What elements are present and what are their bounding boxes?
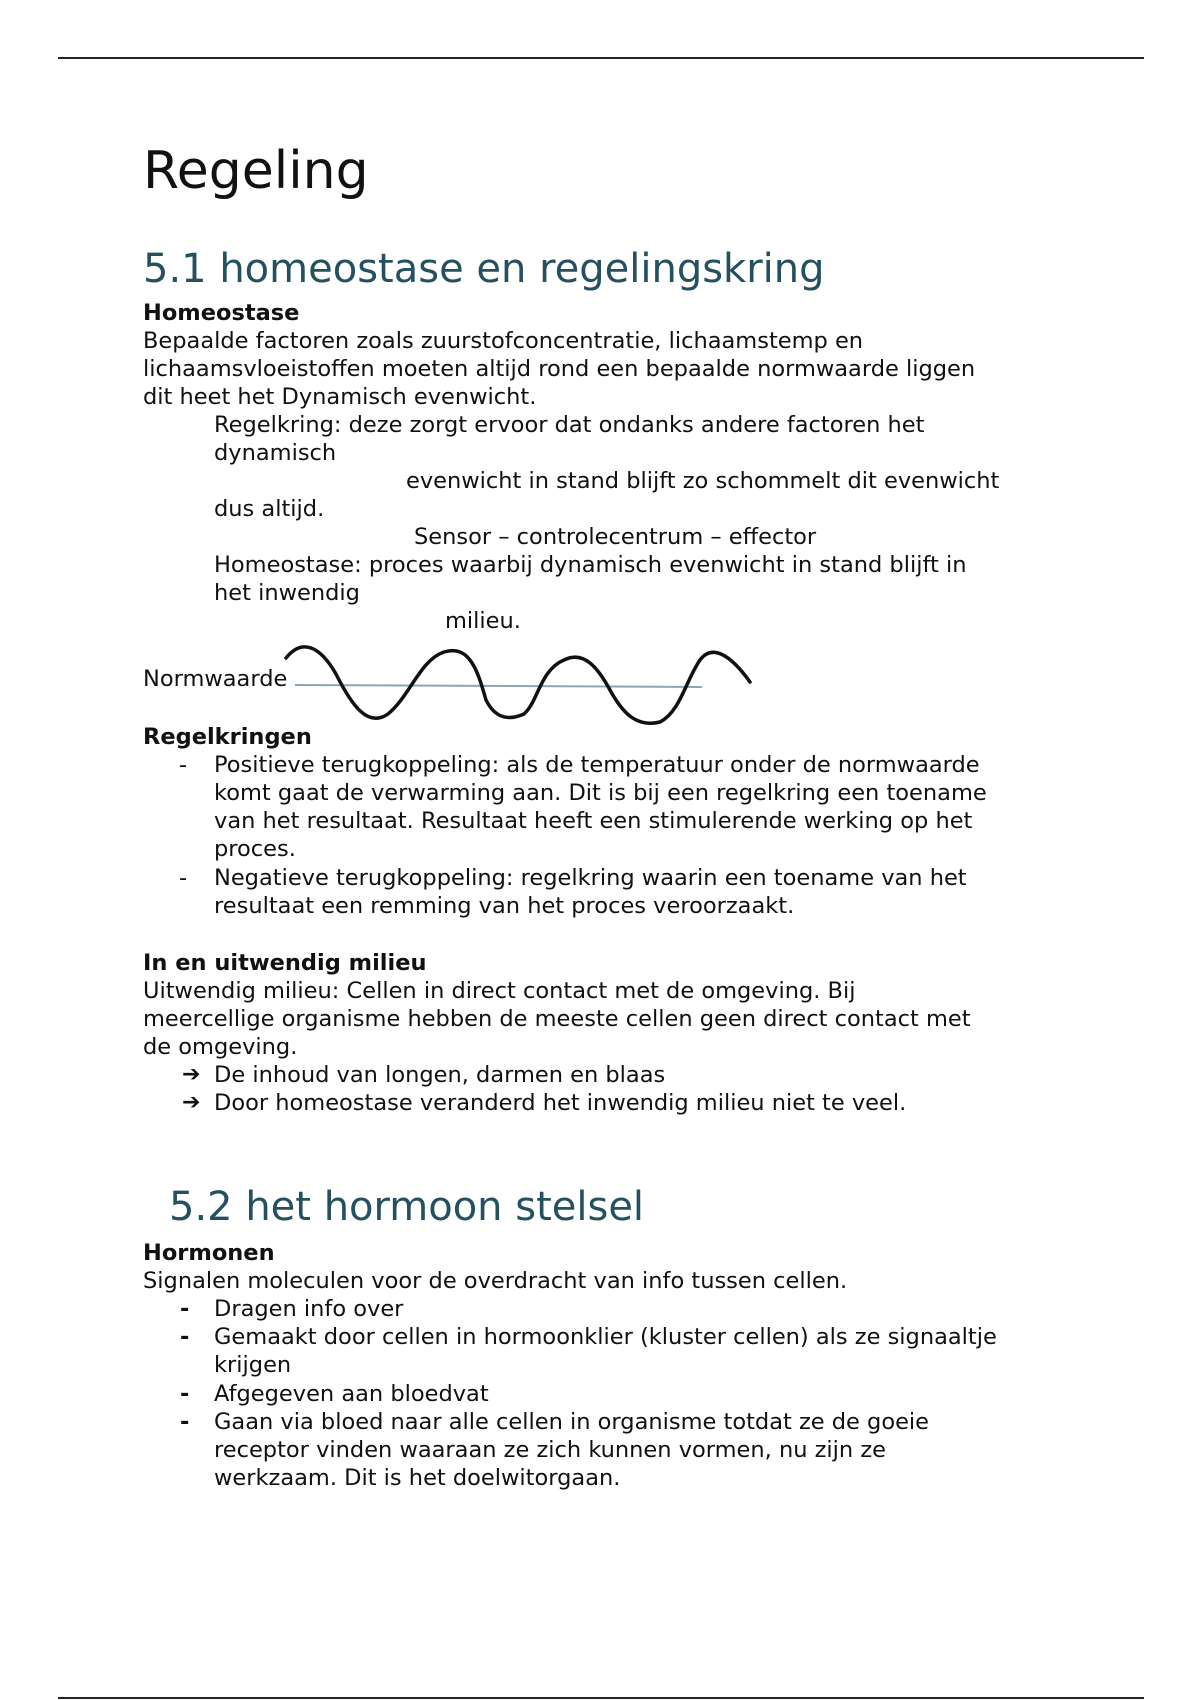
hormoon-item-2-line-1: Gemaakt door cellen in hormoonklier (kluster cellen) als ze signaaltje — [214, 1324, 997, 1350]
list-item-positieve-2: komt gaat de verwarming aan. Dit is bij een regelkring een toename — [214, 780, 987, 806]
list-bullet: - — [180, 1381, 190, 1407]
list-bullet: - — [180, 1324, 190, 1350]
hormoon-item-2-line-2: krijgen — [214, 1352, 292, 1378]
normwaarde-line — [295, 685, 702, 687]
homeostase-line-3: dit heet het Dynamisch evenwicht. — [143, 384, 537, 410]
milieu-line-2: meercellige organisme hebben de meeste cellen geen direct contact met — [143, 1006, 971, 1032]
list-dash: - — [179, 752, 188, 778]
regelkring-line-4: dus altijd. — [214, 496, 325, 522]
list-dash: - — [179, 865, 188, 891]
list-item-positieve-3: van het resultaat. Resultaat heeft een stimulerende werking op het — [214, 808, 973, 834]
regelkring-line-2: dynamisch — [214, 440, 337, 466]
homeostase-def-line-1: Homeostase: proces waarbij dynamisch evenwicht in stand blijft in — [214, 552, 967, 578]
arrow-right-icon: ➔ — [182, 1062, 201, 1087]
list-item-negatieve-2: resultaat een remming van het proces veroorzaakt. — [214, 893, 795, 919]
milieu-line-1: Uitwendig milieu: Cellen in direct contact met de omgeving. Bij — [143, 978, 856, 1004]
section-heading-5-1: 5.1 homeostase en regelingskring — [143, 246, 825, 292]
subheading-hormonen: Hormonen — [143, 1240, 275, 1266]
subheading-homeostase: Homeostase — [143, 300, 300, 326]
list-bullet: - — [180, 1296, 190, 1322]
hormoon-item-1: Dragen info over — [214, 1296, 404, 1322]
normwaarde-label: Normwaarde — [143, 666, 288, 692]
list-item-negatieve-1: Negatieve terugkoppeling: regelkring waarin een toename van het — [214, 865, 967, 891]
list-item-positieve-1: Positieve terugkoppeling: als de temperatuur onder de normwaarde — [214, 752, 980, 778]
subheading-milieu: In en uitwendig milieu — [143, 950, 427, 976]
regelkring-line-1: Regelkring: deze zorgt ervoor dat ondanks andere factoren het — [214, 412, 925, 438]
homeostase-def-line-2: het inwendig — [214, 580, 360, 606]
section-heading-5-2: 5.2 het hormoon stelsel — [169, 1184, 645, 1230]
milieu-line-3: de omgeving. — [143, 1034, 298, 1060]
bottom-rule — [58, 1697, 1144, 1699]
hormoon-item-4-line-2: receptor vinden waaraan ze zich kunnen vormen, nu zijn ze — [214, 1437, 887, 1463]
arrow-right-icon: ➔ — [182, 1090, 201, 1115]
sensor-chain: Sensor – controlecentrum – effector — [414, 524, 817, 550]
hormoon-item-4-line-3: werkzaam. Dit is het doelwitorgaan. — [214, 1465, 621, 1491]
regelkring-line-3: evenwicht in stand blijft zo schommelt dit evenwicht — [406, 468, 1000, 494]
hormoon-item-3: Afgegeven aan bloedvat — [214, 1381, 489, 1407]
subheading-regelkringen: Regelkringen — [143, 724, 312, 750]
hormoon-item-4-line-1: Gaan via bloed naar alle cellen in organisme totdat ze de goeie — [214, 1409, 930, 1435]
list-bullet: - — [180, 1409, 190, 1435]
arrow-item-1: De inhoud van longen, darmen en blaas — [214, 1062, 666, 1088]
homeostase-def-line-3: milieu. — [445, 608, 521, 634]
homeostase-line-2: lichaamsvloeistoffen moeten altijd rond een bepaalde normwaarde liggen — [143, 356, 976, 382]
homeostase-line-1: Bepaalde factoren zoals zuurstofconcentratie, lichaamstemp en — [143, 328, 864, 354]
hormonen-intro: Signalen moleculen voor de overdracht van info tussen cellen. — [143, 1268, 848, 1294]
arrow-item-2: Door homeostase veranderd het inwendig milieu niet te veel. — [214, 1090, 907, 1116]
list-item-positieve-4: proces. — [214, 836, 296, 862]
page-title: Regeling — [143, 141, 369, 201]
